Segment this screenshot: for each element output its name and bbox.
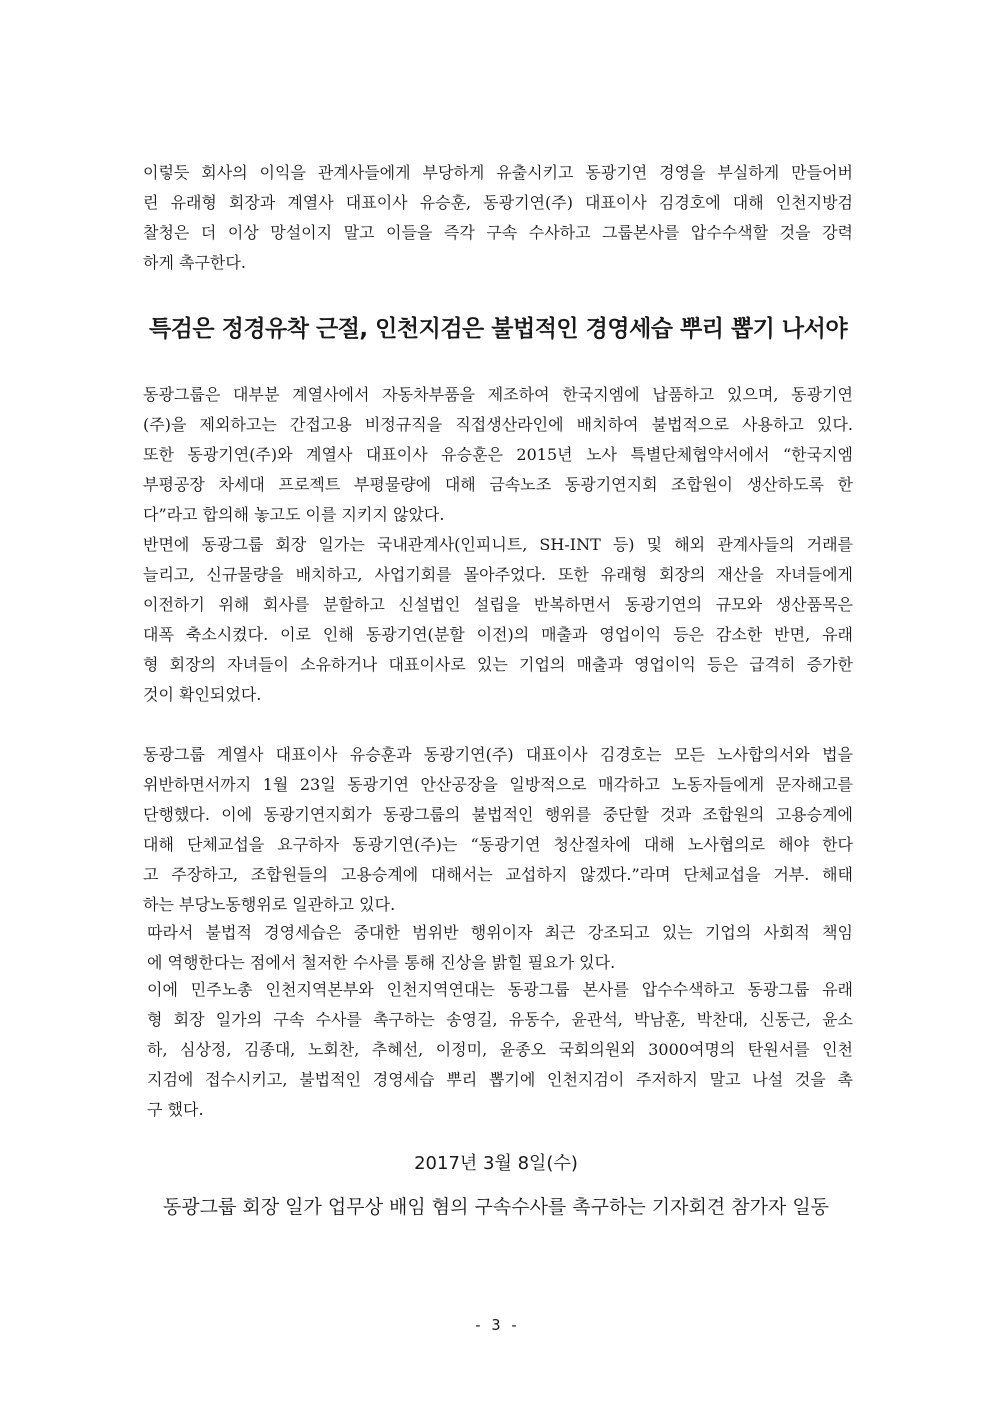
- text-line: 린 유래형 회장과 계열사 대표이사 유승훈, 동광기연(주) 대표이사 김경호에 대해 인천지방검: [143, 193, 853, 212]
- text-line: 하, 심상정, 김종대, 노회찬, 추혜선, 이정미, 윤종오 국회의원외 3000여명의 탄원서를 인천: [147, 1040, 853, 1059]
- text-line: 다”라고 합의해 놓고도 이를 지키지 않았다.: [143, 505, 445, 524]
- text-line: 동광그룹은 대부분 계열사에서 자동차부품을 제조하여 한국지엠에 납품하고 있으며, 동광기연: [143, 385, 853, 404]
- text-line: 따라서 불법적 경영세습은 중대한 범위반 행위이자 최근 강조되고 있는 기업의 사회적 책임: [147, 923, 853, 942]
- text-line: 동광그룹 계열사 대표이사 유승훈과 동광기연(주) 대표이사 김경호는 모든 노사합의서와 법을: [143, 745, 853, 764]
- text-line: 부평공장 차세대 프로젝트 부평물량에 대해 금속노조 동광기연지회 조합원이 생산하도록 한: [143, 475, 853, 494]
- text-line: 찰청은 더 이상 망설이지 말고 이들을 즉각 구속 수사하고 그룹본사를 압수수색할 것을 강력: [143, 223, 853, 242]
- text-line: 이에 민주노총 인천지역본부와 인천지역연대는 동광그룹 본사를 압수수색하고 동광그룹 유래: [147, 980, 853, 999]
- text-line: 이렇듯 회사의 이익을 관계사들에게 부당하게 유출시키고 동광기연 경영을 부실하게 만들어버: [143, 163, 853, 182]
- signature-line: 동광그룹 회장 일가 업무상 배임 혐의 구속수사를 촉구하는 기자회견 참가자 일동: [162, 1196, 830, 1218]
- text-line: 하게 촉구한다.: [143, 253, 246, 272]
- text-line: 이전하기 위해 회사를 분할하고 신설법인 설립을 반복하면서 동광기연의 규모와 생산품목은: [143, 595, 853, 614]
- text-line: 대해 단체교섭을 요구하자 동광기연(주)는 “동광기연 청산절차에 대해 노사협의로 해야 한다: [143, 835, 853, 854]
- text-line: (주)을 제외하고는 간접고용 비정규직을 직접생산라인에 배치하여 불법적으로 사용하고 있다.: [143, 415, 853, 434]
- paragraph-group-overview: [143, 380, 853, 710]
- text-line: 반면에 동광그룹 회장 일가는 국내관계사(인피니트, SH-INT 등) 및 해외 관계사들의 거래를: [143, 535, 853, 554]
- text-line: 것이 확인되었다.: [143, 685, 262, 704]
- text-line: 구 했다.: [147, 1100, 204, 1119]
- text-line: 지검에 접수시키고, 불법적인 경영세습 뿌리 뽑기에 인천지검이 주저하지 말고 나설 것을 촉: [147, 1070, 853, 1089]
- text-line: 형 회장 일가의 구속 수사를 촉구하는 송영길, 유동수, 윤관석, 박남훈, 박찬대, 신동근, 윤소: [147, 1010, 853, 1029]
- paragraph-demand-arrest: [143, 158, 853, 278]
- text-line: 또한 동광기연(주)와 계열사 대표이사 유승훈은 2015년 노사 특별단체협약서에서 “한국지엠: [143, 445, 853, 464]
- text-line: 에 역행한다는 점에서 철저한 수사를 통해 진상을 밝힐 필요가 있다.: [147, 953, 616, 972]
- text-line: 위반하면서까지 1월 23일 동광기연 안산공장을 일방적으로 매각하고 노동자들에게 문자해고를: [143, 775, 853, 794]
- page-number: - 3 -: [473, 1316, 519, 1334]
- text-line: 형 회장의 자녀들이 소유하거나 대표이사로 있는 기업의 매출과 영업이익 등은 급격히 증가한: [143, 655, 853, 674]
- paragraph-dismissal: [143, 740, 853, 920]
- section-heading: 특검은 정경유착 근절, 인천지검은 불법적인 경영세습 뿌리 뽑기 나서야: [148, 316, 848, 342]
- paragraph-investigation: [147, 918, 853, 978]
- text-line: 하는 부당노동행위로 일관하고 있다.: [143, 895, 396, 914]
- text-line: 단행했다. 이에 동광기연지회가 동광그룹의 불법적인 행위를 중단할 것과 조합원의 고용승계에: [143, 805, 853, 824]
- paragraph-petition: [147, 975, 853, 1125]
- text-line: 대폭 축소시켰다. 이로 인해 동광기연(분할 이전)의 매출과 영업이익 등은 감소한 반면, 유래: [143, 625, 853, 644]
- document-date: 2017년 3월 8일(수): [414, 1153, 578, 1174]
- text-line: 늘리고, 신규물량을 배치하고, 사업기회를 몰아주었다. 또한 유래형 회장의 재산을 자녀들에게: [143, 565, 853, 584]
- text-line: 고 주장하고, 조합원들의 고용승계에 대해서는 교섭하지 않겠다.”라며 단체교섭을 거부. 해태: [143, 865, 853, 884]
